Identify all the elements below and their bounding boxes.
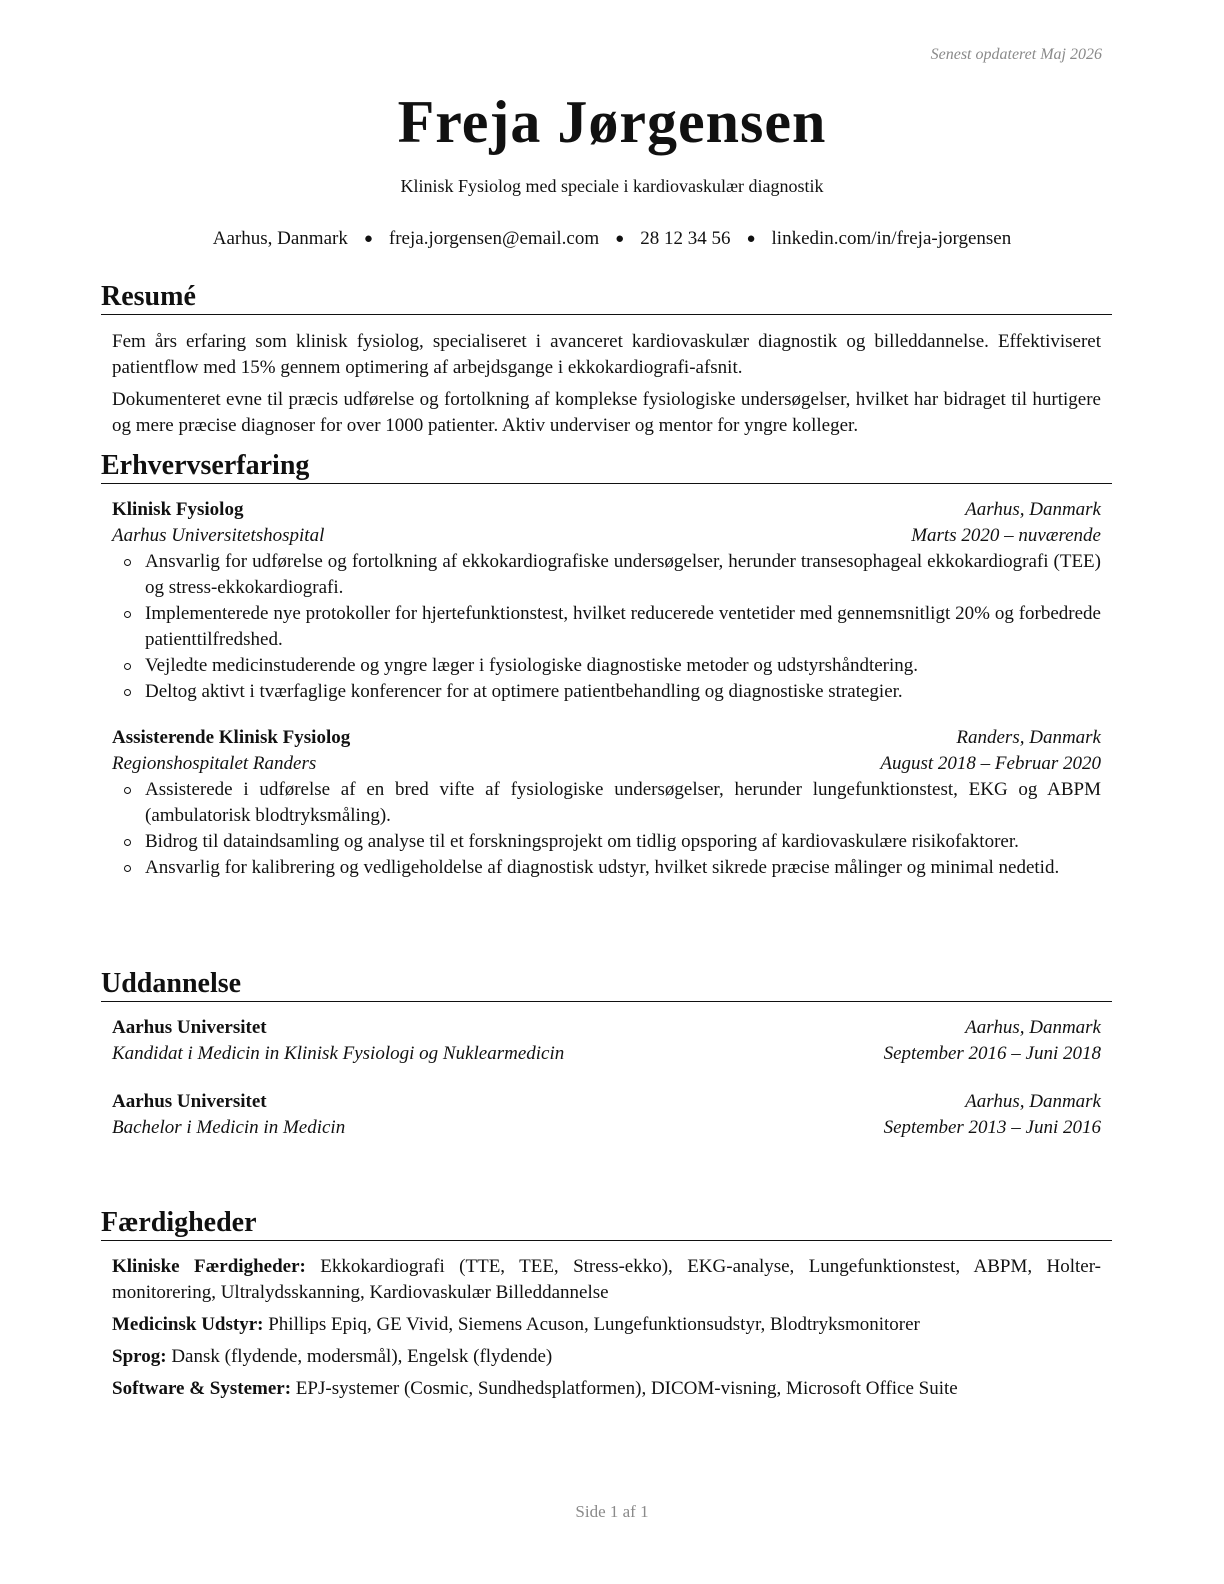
- skill-label: Software & Systemer:: [112, 1378, 292, 1399]
- education-dates: September 2016 – Juni 2018: [883, 1043, 1101, 1064]
- job-location: Randers, Danmark: [956, 727, 1101, 748]
- candidate-headline: Klinisk Fysiolog med speciale i kardiovaskulær diagnostik: [400, 176, 824, 196]
- education-entry: [112, 1015, 1101, 1067]
- job-bullet: Ansvarlig for kalibrering og vedligeholdelse af diagnostisk udstyr, hvilket sikrede præcise målinger og minimal nedetid.: [112, 855, 1101, 881]
- job-dates: Marts 2020 – nuværende: [911, 525, 1101, 546]
- section-title-resume: Resumé: [101, 282, 1112, 315]
- section-title-skills: Færdigheder: [101, 1208, 1112, 1241]
- job-entry: [112, 497, 1101, 705]
- education-location: Aarhus, Danmark: [965, 1017, 1101, 1038]
- job-location: Aarhus, Danmark: [965, 499, 1101, 520]
- education-dates: September 2013 – Juni 2016: [883, 1117, 1101, 1138]
- skill-row: [112, 1254, 1101, 1306]
- section-title-education: Uddannelse: [101, 969, 1112, 1002]
- skill-value: Phillips Epiq, GE Vivid, Siemens Acuson, Lungefunktionsudstyr, Blodtryksmonitorer: [268, 1314, 920, 1335]
- job-bullet: Deltog aktivt i tværfaglige konferencer for at optimere patientbehandling og diagnostiske strategier.: [112, 679, 1101, 705]
- skill-label: Kliniske Færdigheder:: [112, 1256, 306, 1277]
- job-bullet: Vejledte medicinstuderende og yngre læger i fysiologiske diagnostiske metoder og udstyrshåndtering.: [112, 653, 1101, 679]
- skill-label: Sprog:: [112, 1346, 167, 1367]
- section-education: [101, 969, 1112, 1141]
- skill-value: EPJ-systemer (Cosmic, Sundhedsplatformen), DICOM-visning, Microsoft Office Suite: [295, 1378, 958, 1399]
- skill-row: [112, 1376, 1101, 1402]
- education-school: Aarhus Universitet: [112, 1091, 267, 1112]
- bullet-separator-icon: ●: [746, 231, 756, 247]
- resume-paragraph: Fem års erfaring som klinisk fysiolog, specialiseret i avanceret kardiovaskulær diagnostik og billeddannelse. Effektiviseret patientflow med 15% gennem optimering af arbejdsgange i ekkokardiografi-afsnit.: [112, 331, 1101, 378]
- education-entry: [112, 1089, 1101, 1141]
- skill-row: [112, 1344, 1101, 1370]
- section-title-experience: Erhvervserfaring: [101, 451, 1112, 484]
- education-location: Aarhus, Danmark: [965, 1091, 1101, 1112]
- contact-location: Aarhus, Danmark: [212, 228, 348, 249]
- job-entry: [112, 725, 1101, 881]
- contact-linkedin[interactable]: linkedin.com/in/freja-jorgensen: [771, 228, 1012, 249]
- job-bullet: Assisterede i udførelse af en bred vifte af fysiologiske undersøgelser, herunder lungefunktionstest, EKG og ABPM (ambulatorisk blodtryksmåling).: [112, 777, 1101, 829]
- education-school: Aarhus Universitet: [112, 1017, 267, 1038]
- skill-value: Ekkokardiografi (TTE, TEE, Stress-ekko), EKG-analyse, Lungefunktionstest, ABPM, Holter-monitorering, Ultralydsskanning, Kardiovaskulær Billeddannelse: [112, 1256, 1101, 1303]
- contact-phone[interactable]: 28 12 34 56: [640, 228, 731, 249]
- job-title: Assisterende Klinisk Fysiolog: [112, 727, 351, 748]
- education-degree: Kandidat i Medicin in Klinisk Fysiologi og Nuklearmedicin: [112, 1043, 565, 1064]
- contact-line: [0, 228, 1224, 250]
- job-title: Klinisk Fysiolog: [112, 499, 244, 520]
- section-skills: [101, 1208, 1112, 1408]
- section-experience: [101, 451, 1112, 881]
- last-updated-note: Senest opdateret Maj 2026: [930, 46, 1102, 63]
- job-bullet: Ansvarlig for udførelse og fortolkning af ekkokardiografiske undersøgelser, herunder transesophageal ekkokardiografi (TEE) og stress-ekkokardiografi.: [112, 549, 1101, 601]
- skill-label: Medicinsk Udstyr:: [112, 1314, 264, 1335]
- job-bullet: Implementerede nye protokoller for hjertefunktionstest, hvilket reducerede ventetider med gennemsnitligt 20% og forbedrede patienttilfredshed.: [112, 601, 1101, 653]
- skill-row: [112, 1312, 1101, 1338]
- job-employer: Aarhus Universitetshospital: [112, 525, 325, 546]
- job-employer: Regionshospitalet Randers: [112, 753, 317, 774]
- job-dates: August 2018 – Februar 2020: [880, 753, 1101, 774]
- bullet-separator-icon: ●: [363, 231, 373, 247]
- contact-email[interactable]: freja.jorgensen@email.com: [388, 228, 600, 249]
- bullet-separator-icon: ●: [615, 231, 625, 247]
- page-number: Side 1 af 1: [575, 1502, 649, 1521]
- education-degree: Bachelor i Medicin in Medicin: [112, 1117, 346, 1138]
- resume-paragraph: Dokumenteret evne til præcis udførelse og fortolkning af komplekse fysiologiske undersøgelser, hvilket har bidraget til hurtigere og mere præcise diagnoser for over 1000 patienter. Aktiv underviser og mentor for yngre kolleger.: [112, 389, 1101, 436]
- skill-value: Dansk (flydende, modersmål), Engelsk (flydende): [171, 1346, 553, 1367]
- section-resume: [101, 282, 1112, 445]
- candidate-name: Freja Jørgensen: [397, 89, 827, 155]
- job-bullet: Bidrog til dataindsamling og analyse til et forskningsprojekt om tidlig opsporing af kardiovaskulære risikofaktorer.: [112, 829, 1101, 855]
